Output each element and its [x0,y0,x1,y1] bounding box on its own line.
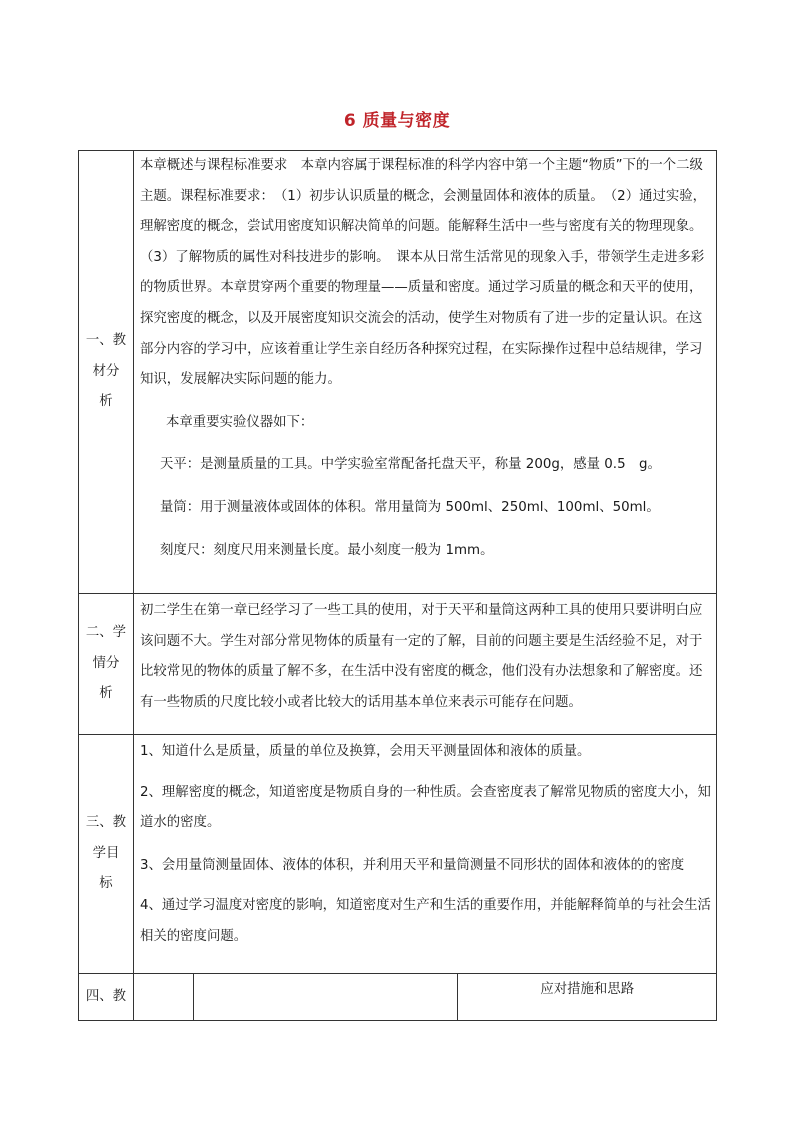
section-textbook-analysis [79,151,717,594]
instrument-ruler: 刻度尺：刻度尺用来测量长度。最小刻度一般为 1mm。 [160,542,494,558]
instrument-cylinder: 量筒：用于测量液体或固体的体积。常用量筒为 500ml、250ml、100ml、50ml。 [160,499,660,515]
section-teaching-goals [79,735,717,974]
lesson-plan-table [78,150,717,1021]
goal-4: 4、通过学习温度对密度的影响，知道密度对生产和生活的重要作用，并能解释简单的与社会生活相关的密度问题。 [140,898,711,944]
section-student-analysis [79,594,717,735]
student-analysis-text: 初二学生在第一章已经学习了一些工具的使用，对于天平和量筒这两种工具的使用只要讲明白应该问题不大。学生对部分常见物体的质量有一定的了解，目前的问题主要是生活经验不足，对于比较常见的物体的质量了解不多，在生活中没有密度的概念，他们没有办法想象和了解密度。还有一些物质的尺度比较小或者比较大的话用基本单位来表示可能存在问题。 [140,603,703,710]
section-label-student-analysis: 二、学 情分 析 [79,594,134,735]
goal-3: 3、会用量筒测量固体、液体的体积，并利用天平和量筒测量不同形状的固体和液体的的密度 [140,857,685,873]
chapter-overview: 本章概述与课程标准要求 本章内容属于课程标准的科学内容中第一个主题“物质”下的一个二级主题。课程标准要求： （1）初步认识质量的概念，会测量固体和液体的质量。 （2）通过实验，理解密度的概念，尝试用密度知识解决简单的问题。能解释生活中一些与密度有关的物理现象。 （3）了解物质的属性对科技进步的影响。 课本从日常生活常见的现象入手，带领学生走进多彩的物质世界。本章贯穿两个重要的物理量——质量和密度。通过学习质量的概念和天平的使用，探究密度的概念，以及开展密度知识交流会的活动，使学生对物质有了进一步的定量认识。在这部分内容的学习中，应该着重让学生亲自经历各种探究过程，在实际操作过程中总结规律，学习知识，发展解决实际问题的能力。 [140,158,710,388]
section-content-teaching-process [134,974,717,1021]
instrument-balance: 天平：是测量质量的工具。中学实验室常配备托盘天平，称量 200g，感量 0.5 g。 [160,457,661,473]
goal-1: 1、知道什么是质量，质量的单位及换算，会用天平测量固体和液体的质量。 [140,744,591,759]
section-label-teaching-process: 四、教 [79,974,134,1021]
section-teaching-process [79,974,717,1021]
section-label-teaching-goals: 三、教 学目 标 [79,735,134,974]
process-col-1 [134,974,193,1020]
document-title: 6 质量与密度 [343,111,451,131]
process-subtable [134,974,717,1020]
section-content-textbook-analysis [134,151,717,594]
section-content-teaching-goals [134,735,717,974]
section-content-student-analysis [134,594,717,735]
goal-2: 2、理解密度的概念，知道密度是物质自身的一种性质。会查密度表了解常见物质的密度大小，知道水的密度。 [140,784,711,831]
process-col-measures: 应对措施和思路 [457,974,717,1020]
process-col-2 [193,974,457,1020]
instruments-intro: 本章重要实验仪器如下： [166,414,314,430]
section-label-textbook-analysis: 一、教 材分 析 [79,151,134,594]
